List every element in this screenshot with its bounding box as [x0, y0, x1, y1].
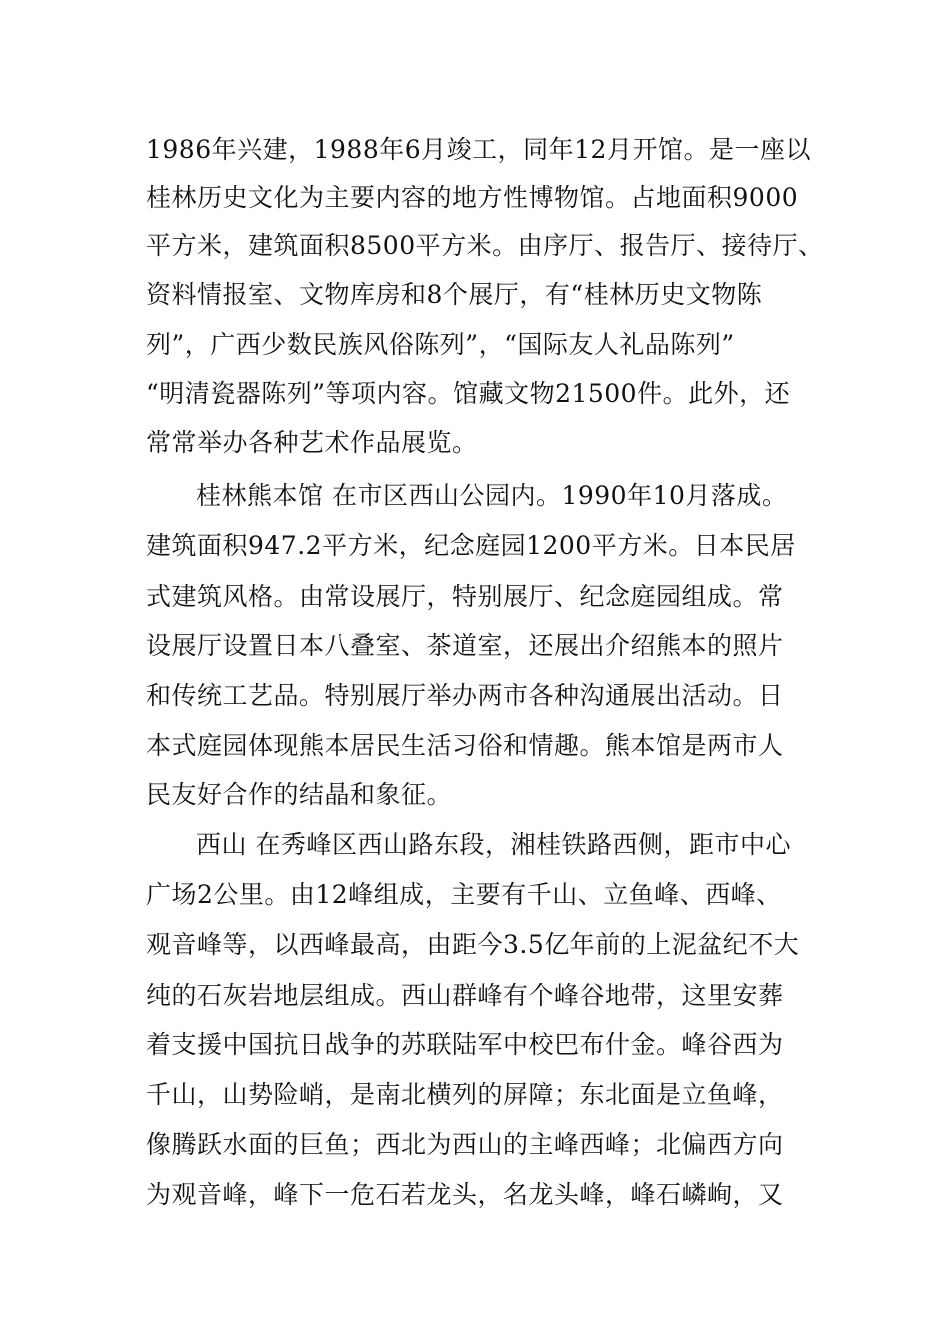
text-line: 纯的石灰岩地层组成。西山群峰有个峰谷地带，这里安葬: [146, 981, 784, 1010]
text-line: 广场2公里。由12峰组成，主要有千山、立鱼峰、西峰、: [146, 880, 782, 909]
text-line: 着支援中国抗日战争的苏联陆军中校巴布什金。峰谷西为: [146, 1030, 784, 1059]
text-line: 式建筑风格。由常设展厅，特别展厅、纪念庭园组成。常: [146, 582, 784, 611]
text-line: 本式庭园体现熊本居民生活习俗和情趣。熊本馆是两市人: [146, 731, 784, 760]
text-line: 民友好合作的结晶和象征。: [146, 780, 453, 809]
text-line: 西山 在秀峰区西山路东段，湘桂铁路西侧，距市中心: [196, 830, 791, 859]
text-line: 列”，广西少数民族风俗陈列”，“国际友人礼品陈列”: [146, 330, 735, 359]
text-line: 常常举办各种艺术作品展览。: [146, 428, 478, 457]
text-line: 像腾跃水面的巨鱼；西北为西山的主峰西峰；北偏西方向: [146, 1130, 784, 1159]
text-line: “明清瓷器陈列”等项内容。馆藏文物21500件。此外，还: [146, 379, 791, 408]
text-line: 观音峰等，以西峰最高，由距今3.5亿年前的上泥盆纪不大: [146, 930, 800, 959]
text-line: 设展厅设置日本八叠室、茶道室，还展出介绍熊本的照片: [146, 631, 784, 660]
text-line: 1986年兴建，1988年6月竣工，同年12月开馆。是一座以: [146, 135, 811, 164]
text-line: 平方米，建筑面积8500平方米。由序厅、报告厅、接待厅、: [146, 231, 824, 260]
text-line: 和传统工艺品。特别展厅举办两市各种沟通展出活动。日: [146, 681, 784, 710]
text-line: 桂林熊本馆 在市区西山公园内。1990年10月落成。: [196, 481, 788, 510]
text-line: 建筑面积947.2平方米，纪念庭园1200平方米。日本民居: [146, 531, 796, 560]
text-line: 桂林历史文化为主要内容的地方性博物馆。占地面积9000: [146, 183, 799, 212]
text-line: 资料情报室、文物库房和8个展厅，有“桂林历史文物陈: [146, 280, 763, 309]
text-line: 千山，山势险峭，是南北横列的屏障；东北面是立鱼峰，: [146, 1080, 784, 1109]
text-line: 为观音峰，峰下一危石若龙头，名龙头峰，峰石嶙峋，又: [146, 1180, 784, 1209]
